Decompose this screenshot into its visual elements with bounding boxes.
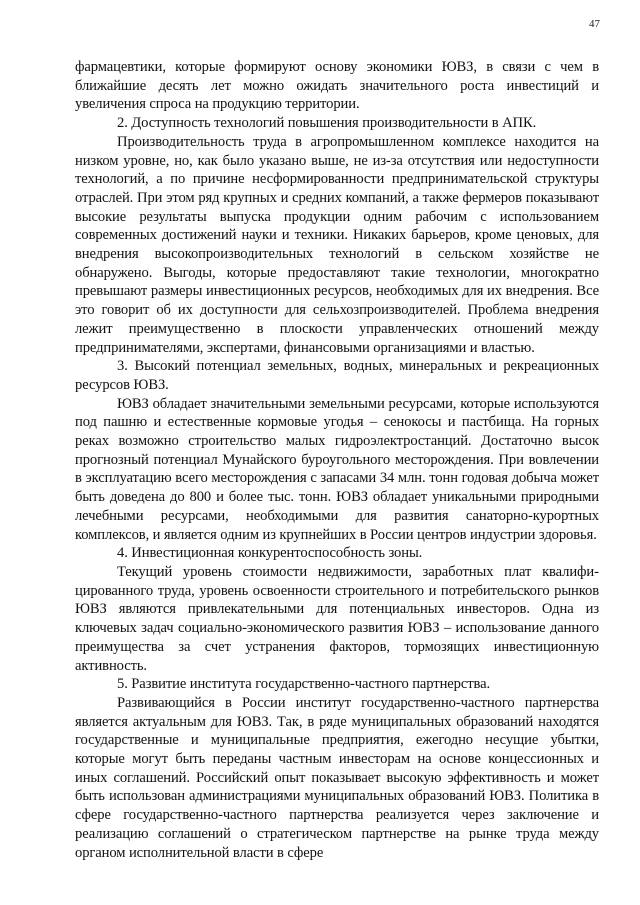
paragraph-agro-productivity: Производительность труда в агропромышленном комплексе находится на низком уровне, но, как было указано выше, не из-за отсутствия или недоступности технологий, а по причине несформированности предпринимательской структуры отраслей. При этом ряд крупных и средних компаний, а также фермеров показывают высокие результаты выпуска продукции одним рабочим с использованием современных достижений науки и техники. Никаких барьеров, кроме ценовых, для внедрения высокопроизводительных технологий в сельском хозяйстве не обнаружено. Выгоды, которые предоставляют такие технологии, многократно превышают размеры инвестиционных ресурсов, необходимых для их внедрения. Все это говорит об их доступности для сельхозпроизводителей. Проблема внедрения лежит преимущественно в плоскости управленческих отношений между предпринимателями, экспертами, финансовыми организациями и властью. <box>75 133 599 356</box>
section-heading-investment: 4. Инвестиционная конкурентоспособность зоны. <box>117 545 423 562</box>
paragraph-ppp: Развивающийся в России институт государственно-частного партнерства является актуальным для ЮВЗ. Так, в ряде муниципальных образований находятся государственные и муниципальные предприятия, ежегодно несущие убытки, которые могут быть переданы частным инвесторам на основе концессионных и иных соглашений. Российский опыт показывает высокую эффективность и может быть использован администрациями муниципальных образований ЮВЗ. Политика в сфере государственно-частного партнерства реализуется через заключение и реализацию соглашений о стратегическом партнерстве на рынке труда между органом исполнительной власти в сфере <box>75 694 599 861</box>
section-heading-ppp: 5. Развитие института государственно-частного партнерства. <box>117 676 491 693</box>
paragraph-investment: Текущий уровень стоимости недвижимости, заработных плат квалифицированного труда, уровень освоенности строительного и потребительского рынков ЮВЗ являются привлекательными для потенциальных инвесторов. Одна из ключевых задач социально-экономического развития ЮВЗ – использование данного преимущества за счет устранения факторов, тормозящих инвестиционную активность. <box>75 563 599 674</box>
body-text <box>75 58 599 862</box>
page-number: 47 <box>589 18 600 30</box>
section-heading-agro-tech: 2. Доступность технологий повышения производительности в АПК. <box>117 115 537 132</box>
section-heading-resources: 3. Высокий потенциал земельных, водных, минеральных и рекреационных ресурсов ЮВЗ. <box>75 358 599 393</box>
paragraph-resources: ЮВЗ обладает значительными земельными ресурсами, которые используются под пашню и естественные кормовые угодья – сенокосы и пастбища. На горных реках возможно строительство малых гидроэлектростанций. Достаточно высок прогнозный потенциал Мунайского буроугольного месторождения. При вовлечении в эксплуатацию всего месторождения с запасами 34 млн. тонн годовая добыча может быть доведена до 800 и более тыс. тонн. ЮВЗ обладает уникальными природными лечебными ресурсами, необходимыми для развития санаторно-курортных комплексов, и является одним из крупнейших в России центров индустрии здоровья. <box>75 395 599 543</box>
paragraph-intro-continuation: фармацевтики, которые формируют основу экономики ЮВЗ, в связи с чем в ближайшие десять лет можно ожидать значительного роста инвестиций и увеличения спроса на продукцию территории. <box>75 59 599 113</box>
